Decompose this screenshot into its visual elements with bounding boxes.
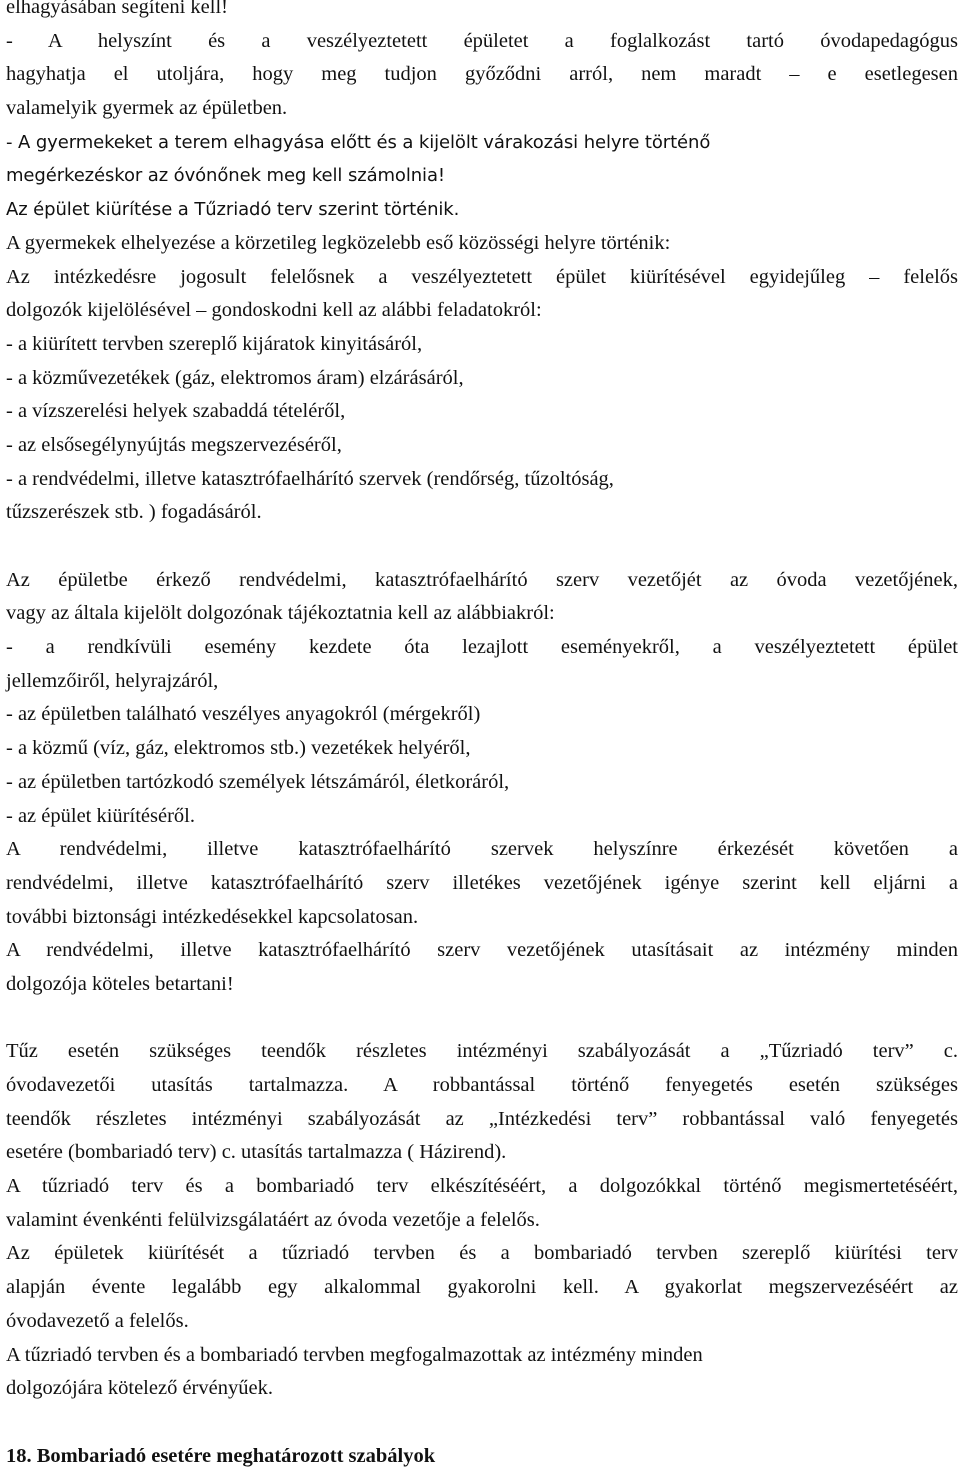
list-item: jellemzőiről, helyrajzáról, [6, 669, 219, 692]
paragraph-gap [6, 1002, 958, 1036]
paragraph-fire-plan [6, 1035, 958, 1406]
list-item: tűzszerészek stb. ) fogadásáról. [6, 501, 262, 524]
text-line: dolgozók kijelölésével – gondoskodni kell az alábbi feladatokról: [6, 299, 542, 322]
paragraph-counting-children [6, 126, 958, 227]
paragraph-gap [6, 530, 958, 564]
paragraph-placement-tasks [6, 227, 958, 530]
text-line: A rendvédelmi, illetve katasztrófaelhárító szervek helyszínre érkezését követően a [6, 838, 958, 861]
text-line: dolgozójára kötelező érvényűek. [6, 1377, 273, 1400]
text-line: Az épület kiürítése a Tűzriadó terv szerint történik. [6, 199, 460, 221]
text-line: - A helyszínt és a veszélyeztetett épületet a foglalkozást tartó óvodapedagógus [6, 29, 958, 52]
text-line: alapján évente legalább egy alkalommal gyakorolni kell. A gyakorlat megszervezéséért az [6, 1276, 958, 1299]
list-item: - a közmű (víz, gáz, elektromos stb.) vezetékek helyéről, [6, 737, 471, 760]
document-body [6, 0, 958, 1473]
text-line: óvodavezető a felelős. [6, 1309, 189, 1332]
text-line: elhagyásában segíteni kell! [6, 0, 228, 18]
text-line: óvodavezetői utasítás tartalmazza. A robbantással történő fenyegetés esetén szükséges [6, 1074, 958, 1096]
text-line: A gyermekek elhelyezése a körzetileg legközelebb eső közösségi helyre történik: [6, 231, 671, 254]
text-line: Az épületek kiürítését a tűzriadó tervben és a bombariadó tervben szereplő kiürítési terv [6, 1242, 958, 1265]
text-line: vagy az általa kijelölt dolgozónak tájékoztatnia kell az alábbiakról: [6, 602, 555, 625]
text-line: további biztonsági intézkedésekkel kapcsolatosan. [6, 905, 419, 928]
text-line: valamelyik gyermek az épületben. [6, 97, 288, 120]
list-item: - az elsősegélynyújtás megszervezéséről, [6, 433, 342, 456]
list-item: - az épület kiürítéséről. [6, 804, 195, 827]
text-line: hagyhatja el utoljára, hogy meg tudjon győződni arról, nem maradt – e esetlegesen [6, 63, 958, 86]
list-item: - a vízszerelési helyek szabaddá tételéről, [6, 400, 346, 423]
list-item: - a közművezetékek (gáz, elektromos áram) elzárásáról, [6, 366, 464, 389]
text-line: teendők részletes intézményi szabályozását az „Intézkedési terv” robbantással való fenyegetés [6, 1107, 958, 1130]
list-item: - a rendvédelmi, illetve katasztrófaelhárító szervek (rendőrség, tűzoltóság, [6, 467, 614, 490]
text-line: A tűzriadó terv és a bombariadó terv elkészítéséért, a dolgozókkal történő megismertetéséért, [6, 1175, 958, 1198]
text-line: - A gyermekeket a terem elhagyása előtt és a kijelölt várakozási helyre történő [6, 131, 711, 153]
text-line: dolgozója köteles betartani! [6, 972, 234, 995]
paragraph-gap [6, 1406, 958, 1440]
text-line: Az épületbe érkező rendvédelmi, katasztrófaelhárító szerv vezetőjét az óvoda vezetőjének, [6, 568, 958, 591]
paragraph-authority-briefing [6, 564, 958, 1002]
list-item: - az épületben található veszélyes anyagokról (mérgekről) [6, 703, 481, 726]
text-line: A tűzriadó tervben és a bombariadó tervben megfogalmazottak az intézmény minden [6, 1343, 703, 1366]
text-line: Az intézkedésre jogosult felelősnek a veszélyeztetett épület kiürítésével egyidejűleg – felelős [6, 265, 958, 288]
text-line: esetére (bombariadó terv) c. utasítás tartalmazza ( Házirend). [6, 1141, 507, 1164]
text-line: A rendvédelmi, illetve katasztrófaelhárító szerv vezetőjének utasításait az intézmény minden [6, 939, 958, 962]
text-line: rendvédelmi, illetve katasztrófaelhárító szerv illetékes vezetőjének igénye szerint kell eljárni a [6, 871, 958, 894]
text-line: megérkezéskor az óvónőnek meg kell számolnia! [6, 165, 446, 187]
list-item: - a kiürített tervben szereplő kijáratok kinyitásáról, [6, 332, 423, 355]
list-item: - a rendkívüli esemény kezdete óta lezajlott eseményekről, a veszélyeztetett épület [6, 636, 958, 659]
text-line: Tűz esetén szükséges teendők részletes intézményi szabályozását a „Tűzriadó terv” c. [6, 1040, 958, 1063]
text-line: valamint évenkénti felülvizsgálatáért az óvoda vezetője a felelős. [6, 1208, 540, 1231]
list-item: - az épületben tartózkodó személyek létszámáról, életkoráról, [6, 770, 510, 793]
paragraph-evacuation-teacher [6, 0, 958, 126]
section-heading: 18. Bombariadó esetére meghatározott szabályok [6, 1444, 436, 1467]
